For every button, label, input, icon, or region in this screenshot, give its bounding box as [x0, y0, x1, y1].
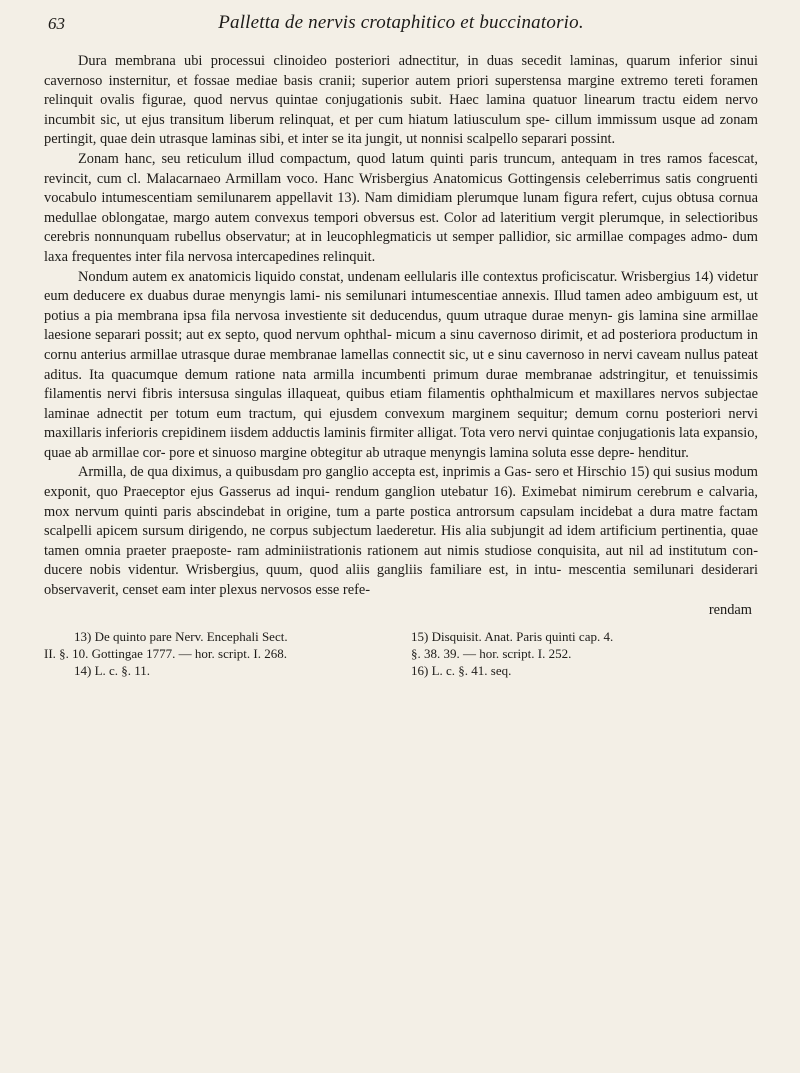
paragraph: Armilla, de qua diximus, a quibusdam pro ganglio accepta est, inprimis a Gas- sero et Hirschio 15) qui susius modum exponit, quo Praeceptor ejus Gasserus ad inqui- rendum ganglion utebatur 16). Eximebat nimirum cerebrum e calvaria, mox nervum quinti paris abscindebat in origine, tum a parte postica antrorsum capsulam incidebat a dura matre factam scalpelli apicem sursum dirigendo, ne corpus subjectum laederetur. His alia subjungit ad idem artificium pertinentia, quae tamen omnia praeter praeposte- ram adminiistrationis rationem aut nimis studiose conquisita, aut nil ad institutum con- ducere nobis videntur. Wrisbergius, quum, quod aliis gangliis familiare est, in intu- mescentia semilunari desiderari observaverit, censet eam inter plexus nervosos esse refe-: [44, 464, 758, 599]
footnote: 16) L. c. §. 41. seq.: [411, 662, 512, 678]
footnotes: [44, 628, 758, 679]
paragraph: Dura membrana ubi processui clinoideo posteriori adnectitur, in duas secedit laminas, quarum inferior sinui cavernoso insternitur, et fossae mediae basis cranii; superior autem priori superstensa margine extremo tereti foramen relinquit ovalis figurae, quod nervus quintae conjugationis subit. Haec lamina quatuor linearum tractu eidem nervo incumbit sic, ut ejus transitum liberum relinquat, et per cum hiatum latiusculum spe- cillum immissum usque ad zonam pertingit, quae dein utrasque laminas sibi, et inter se ita jungit, ut nonnisi scalpello separari possint.: [44, 53, 758, 148]
paragraph: Zonam hanc, seu reticulum illud compactum, quod latum quinti paris truncum, antequam in tres ramos facescat, revincit, cum cl. Malacarnaeo Armillam voco. Hanc Wrisbergius Anatomicus Gottingensis celeberrimus satis congruenti vocabulo intumescentiam semilunarem appellavit 13). Nam dimidiam plerumque lunam figura refert, cujus obtusa cornua medullae oblongatae, margo autem convexus tempori obversus est. Color ad lateritium vergit plerumque, in selectioribus cerebris nonnunquam rubellus observatur; at in leucophlegmaticis ut semper pallidior, sic armillae compages admo- dum laxa frequentes inter fila nervosa intercapedines relinquit.: [44, 150, 758, 265]
footnote: 13) De quinto pare Nerv. Encephali Sect.: [74, 628, 288, 644]
running-title: Palletta de nervis crotaphitico et buccinatorio.: [218, 12, 584, 33]
catchword: rendam: [708, 601, 752, 618]
page-number: 63: [48, 14, 65, 33]
footnote: §. 38. 39. — hor. script. I. 252.: [411, 645, 572, 661]
body-text: [44, 52, 758, 601]
footnote: II. §. 10. Gottingae 1777. — hor. script. I. 268.: [44, 645, 287, 661]
footnote: 15) Disquisit. Anat. Paris quinti cap. 4.: [411, 628, 614, 644]
footnote: 14) L. c. §. 11.: [74, 662, 151, 678]
page-header: [44, 14, 758, 52]
paragraph: Nondum autem ex anatomicis liquido constat, undenam eellularis ille contextus proficiscatur. Wrisbergius 14) videtur eum deducere ex duabus durae menyngis lami- nis semilunari intumescentiae annexis. Illud tamen adeo ambiguum est, ut potius a pia membrana ipsa fila nervosa investiente sit deducendus, quum utraque durae menyn- gis lamina sine armillae laesione separari possit; aut ex septo, quod nervum ophthal- micum a sinu cavernoso dirimit, et ad posteriora productum in cornu anterius armillae utrasque durae membranae lamellas connectit sic, ut e sinu cavernoso in nervi caveam nullus pateat aditus. Ita quacumque demum ratione nata armilla incumbenti primum durae membranae adstringitur, et tenuissimis filamentis nervi fibris intersusa singulas illaqueat, quibus etiam filamentis ophthalmicum et maxillares nervos subjectae laminae adnectit per totum eum tractum, qui ejusdem convexum marginem sequitur; demum cornu posteriori nervi maxillaris inferioris crepidinem iisdem adductis laminis firmiter alligat. Tota vero nervi quintae conjugationis lata expansio, quae ab armillae cor- pore et sinuoso margine obtegitur ab utraque menyngis lamina soluta esse depre- henditur.: [44, 268, 758, 461]
